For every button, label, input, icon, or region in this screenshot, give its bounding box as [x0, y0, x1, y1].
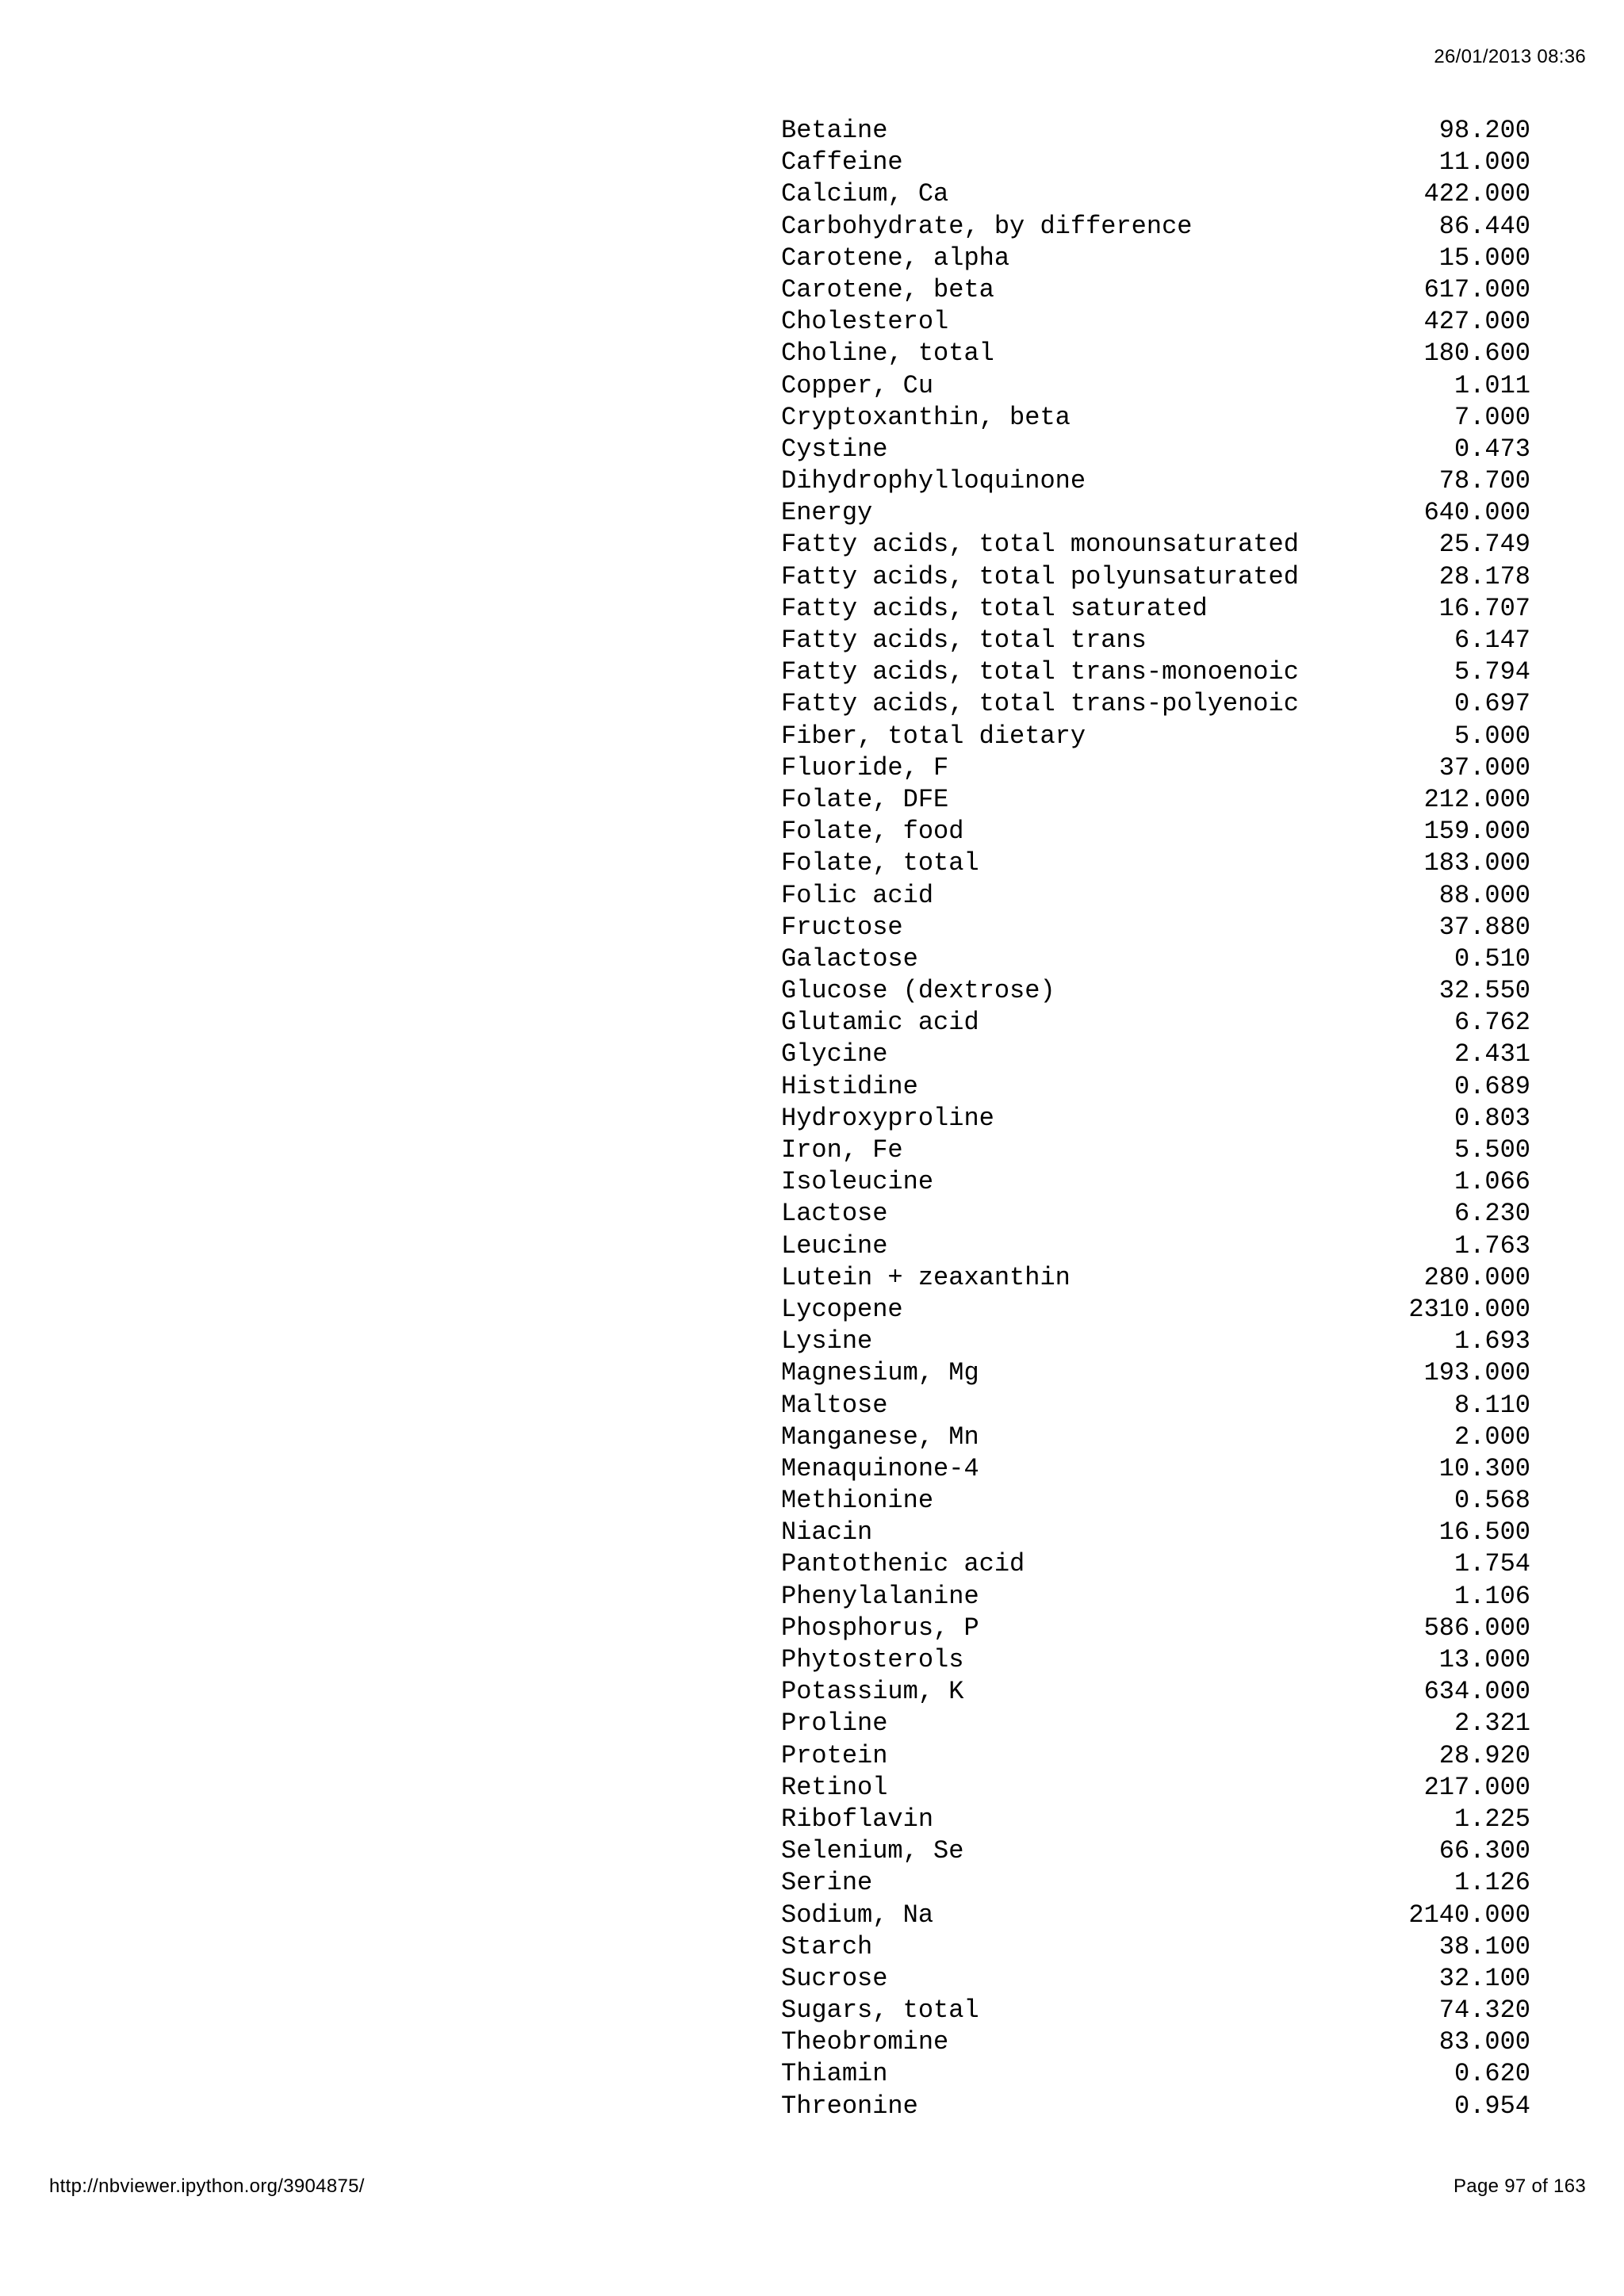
nutrient-name: Glycine: [781, 1039, 888, 1070]
table-row: [781, 1708, 1530, 1739]
table-row: [781, 1676, 1530, 1708]
nutrient-name: Fructose: [781, 912, 903, 942]
nutrient-name: Carotene, alpha: [781, 243, 1010, 273]
nutrient-name: Cystine: [781, 434, 888, 464]
table-row: [781, 1772, 1530, 1804]
nutrient-name: Magnesium, Mg: [781, 1358, 979, 1388]
nutrient-value: 88.000: [1438, 880, 1530, 910]
nutrient-value: 280.000: [1423, 1262, 1530, 1292]
table-row: [781, 912, 1530, 943]
nutrient-value: 74.320: [1438, 1996, 1530, 2026]
table-row: [781, 1390, 1530, 1422]
nutrient-name: Selenium, Se: [781, 1836, 964, 1866]
nutrient-name: Potassium, K: [781, 1677, 964, 1707]
nutrient-name: Glutamic acid: [781, 1008, 979, 1038]
table-row: [781, 2026, 1530, 2058]
table-row: [781, 1422, 1530, 1453]
table-row: [781, 1963, 1530, 1995]
nutrient-value: 1.106: [1454, 1581, 1530, 1611]
table-row: [781, 370, 1530, 402]
nutrient-name: Folate, total: [781, 848, 979, 878]
table-row: [781, 211, 1530, 243]
table-row: [781, 402, 1530, 434]
nutrient-value: 86.440: [1438, 211, 1530, 241]
nutrient-value: 427.000: [1423, 307, 1530, 337]
table-row: [781, 1931, 1530, 1963]
nutrient-name: Maltose: [781, 1390, 888, 1420]
table-row: [781, 1804, 1530, 1835]
nutrient-value: 1.225: [1454, 1804, 1530, 1834]
nutrient-name: Sodium, Na: [781, 1900, 934, 1930]
nutrient-name: Betaine: [781, 116, 888, 145]
nutrient-name: Carbohydrate, by difference: [781, 211, 1193, 241]
nutrient-value: 1.763: [1454, 1230, 1530, 1261]
nutrient-name: Phenylalanine: [781, 1581, 979, 1611]
nutrient-name: Folate, food: [781, 817, 964, 847]
nutrient-value: 1.754: [1454, 1549, 1530, 1579]
nutrient-name: Iron, Fe: [781, 1135, 903, 1165]
table-row: [781, 1103, 1530, 1135]
nutrient-name: Glucose (dextrose): [781, 976, 1055, 1006]
nutrient-value: 2.000: [1454, 1422, 1530, 1452]
nutrient-name: Cholesterol: [781, 307, 949, 337]
nutrient-name: Fluoride, F: [781, 752, 949, 783]
nutrient-name: Phytosterols: [781, 1645, 964, 1674]
nutrient-name: Methionine: [781, 1486, 934, 1516]
table-row: [781, 721, 1530, 752]
nutrient-name: Threonine: [781, 2091, 918, 2121]
nutrient-value: 1.066: [1454, 1167, 1530, 1197]
nutrient-name: Fatty acids, total trans-polyenoic: [781, 689, 1299, 719]
nutrient-value: 193.000: [1423, 1358, 1530, 1388]
nutrient-value: 0.954: [1454, 2091, 1530, 2121]
table-row: [781, 1230, 1530, 1262]
nutrient-name: Galactose: [781, 943, 918, 974]
nutrient-value: 5.794: [1454, 657, 1530, 687]
table-row: [781, 943, 1530, 975]
table-row: [781, 975, 1530, 1007]
table-row: [781, 1581, 1530, 1613]
nutrient-name: Niacin: [781, 1517, 873, 1548]
table-row: [781, 2091, 1530, 2122]
nutrient-name: Choline, total: [781, 339, 994, 369]
nutrient-value: 83.000: [1438, 2027, 1530, 2057]
nutrient-name: Copper, Cu: [781, 370, 934, 400]
nutrient-name: Leucine: [781, 1230, 888, 1261]
table-row: [781, 115, 1530, 147]
nutrient-name: Fatty acids, total trans: [781, 626, 1147, 655]
nutrient-value: 98.200: [1438, 116, 1530, 145]
nutrient-value: 7.000: [1454, 402, 1530, 432]
nutrient-name: Calcium, Ca: [781, 179, 949, 209]
table-row: [781, 593, 1530, 625]
print-timestamp: 26/01/2013 08:36: [1434, 46, 1586, 67]
table-row: [781, 1548, 1530, 1580]
nutrient-value: 0.689: [1454, 1071, 1530, 1101]
nutrient-value: 0.568: [1454, 1486, 1530, 1516]
nutrient-value: 15.000: [1438, 243, 1530, 273]
table-row: [781, 497, 1530, 529]
table-row: [781, 1262, 1530, 1294]
nutrient-value: 1.126: [1454, 1868, 1530, 1898]
table-row: [781, 784, 1530, 816]
nutrient-value: 1.693: [1454, 1326, 1530, 1357]
table-row: [781, 1995, 1530, 2026]
table-row: [781, 1835, 1530, 1867]
table-row: [781, 1294, 1530, 1326]
nutrient-value: 13.000: [1438, 1645, 1530, 1674]
nutrient-name: Manganese, Mn: [781, 1422, 979, 1452]
nutrient-value: 5.500: [1454, 1135, 1530, 1165]
table-row: [781, 1007, 1530, 1039]
table-row: [781, 752, 1530, 784]
nutrient-name: Sugars, total: [781, 1996, 979, 2026]
nutrient-value: 1.011: [1454, 370, 1530, 400]
nutrient-name: Lysine: [781, 1326, 873, 1357]
table-row: [781, 465, 1530, 497]
nutrient-value: 11.000: [1438, 147, 1530, 178]
table-row: [781, 1644, 1530, 1676]
nutrient-name: Folic acid: [781, 880, 934, 910]
nutrient-value: 586.000: [1423, 1613, 1530, 1643]
nutrient-name: Isoleucine: [781, 1167, 934, 1197]
table-row: [781, 561, 1530, 593]
table-row: [781, 434, 1530, 465]
nutrient-name: Lactose: [781, 1199, 888, 1229]
nutrient-name: Fatty acids, total saturated: [781, 593, 1208, 623]
nutrient-value: 183.000: [1423, 848, 1530, 878]
nutrient-name: Serine: [781, 1868, 873, 1898]
table-row: [781, 625, 1530, 656]
nutrient-name: Starch: [781, 1931, 873, 1961]
nutrient-value: 0.510: [1454, 943, 1530, 974]
nutrient-value: 16.707: [1438, 593, 1530, 623]
nutrient-value: 634.000: [1423, 1677, 1530, 1707]
table-row: [781, 306, 1530, 338]
nutrient-name: Theobromine: [781, 2027, 949, 2057]
nutrient-name: Carotene, beta: [781, 274, 994, 304]
table-row: [781, 1485, 1530, 1517]
nutrient-name: Sucrose: [781, 1963, 888, 1993]
nutrient-value: 6.230: [1454, 1199, 1530, 1229]
table-row: [781, 1135, 1530, 1166]
nutrient-value: 2.321: [1454, 1709, 1530, 1739]
nutrient-value: 32.100: [1438, 1963, 1530, 1993]
table-row: [781, 338, 1530, 369]
nutrient-name: Pantothenic acid: [781, 1549, 1025, 1579]
table-row: [781, 1517, 1530, 1548]
table-row: [781, 1453, 1530, 1485]
table-row: [781, 1039, 1530, 1070]
table-row: [781, 816, 1530, 848]
nutrient-value: 66.300: [1438, 1836, 1530, 1866]
nutrient-name: Fiber, total dietary: [781, 721, 1086, 751]
nutrient-name: Folate, DFE: [781, 784, 949, 814]
nutrient-value: 5.000: [1454, 721, 1530, 751]
table-row: [781, 1740, 1530, 1772]
page-number: Page 97 of 163: [1453, 2175, 1586, 2197]
nutrient-name: Fatty acids, total monounsaturated: [781, 530, 1299, 560]
table-row: [781, 1900, 1530, 1931]
table-row: [781, 688, 1530, 720]
nutrient-value: 422.000: [1423, 179, 1530, 209]
nutrient-value: 37.000: [1438, 752, 1530, 783]
nutrient-value: 6.147: [1454, 626, 1530, 655]
nutrient-name: Protein: [781, 1740, 888, 1770]
nutrient-table: [781, 115, 1530, 2122]
nutrient-value: 0.620: [1454, 2059, 1530, 2089]
table-row: [781, 243, 1530, 274]
table-row: [781, 1071, 1530, 1103]
nutrient-value: 10.300: [1438, 1453, 1530, 1483]
nutrient-value: 159.000: [1423, 817, 1530, 847]
nutrient-value: 37.880: [1438, 912, 1530, 942]
nutrient-value: 78.700: [1438, 466, 1530, 496]
table-row: [781, 178, 1530, 210]
table-row: [781, 880, 1530, 912]
nutrient-value: 617.000: [1423, 274, 1530, 304]
table-row: [781, 274, 1530, 306]
nutrient-value: 640.000: [1423, 498, 1530, 528]
nutrient-name: Energy: [781, 498, 873, 528]
table-row: [781, 1357, 1530, 1389]
nutrient-value: 38.100: [1438, 1931, 1530, 1961]
table-row: [781, 529, 1530, 561]
nutrient-name: Lutein + zeaxanthin: [781, 1262, 1071, 1292]
nutrient-value: 0.473: [1454, 434, 1530, 464]
nutrient-value: 6.762: [1454, 1008, 1530, 1038]
nutrient-value: 180.600: [1423, 339, 1530, 369]
nutrient-value: 8.110: [1454, 1390, 1530, 1420]
table-row: [781, 1198, 1530, 1230]
nutrient-name: Dihydrophylloquinone: [781, 466, 1086, 496]
nutrient-name: Menaquinone-4: [781, 1453, 979, 1483]
nutrient-value: 25.749: [1438, 530, 1530, 560]
nutrient-name: Retinol: [781, 1772, 888, 1802]
table-row: [781, 2058, 1530, 2090]
table-row: [781, 1867, 1530, 1899]
footer-url: http://nbviewer.ipython.org/3904875/: [49, 2175, 365, 2197]
nutrient-value: 0.803: [1454, 1103, 1530, 1133]
nutrient-name: Thiamin: [781, 2059, 888, 2089]
nutrient-name: Histidine: [781, 1071, 918, 1101]
nutrient-value: 16.500: [1438, 1517, 1530, 1548]
nutrient-name: Fatty acids, total polyunsaturated: [781, 561, 1299, 591]
nutrient-value: 28.178: [1438, 561, 1530, 591]
nutrient-value: 32.550: [1438, 976, 1530, 1006]
nutrient-value: 212.000: [1423, 784, 1530, 814]
nutrient-name: Riboflavin: [781, 1804, 934, 1834]
nutrient-name: Lycopene: [781, 1294, 903, 1324]
nutrient-name: Caffeine: [781, 147, 903, 178]
nutrient-value: 217.000: [1423, 1772, 1530, 1802]
table-row: [781, 656, 1530, 688]
nutrient-value: 0.697: [1454, 689, 1530, 719]
nutrient-name: Phosphorus, P: [781, 1613, 979, 1643]
table-row: [781, 1166, 1530, 1198]
nutrient-value: 28.920: [1438, 1740, 1530, 1770]
nutrient-name: Proline: [781, 1709, 888, 1739]
nutrient-name: Hydroxyproline: [781, 1103, 994, 1133]
nutrient-name: Fatty acids, total trans-monoenoic: [781, 657, 1299, 687]
table-row: [781, 1613, 1530, 1644]
table-row: [781, 1326, 1530, 1357]
table-row: [781, 147, 1530, 178]
nutrient-value: 2310.000: [1408, 1294, 1530, 1324]
nutrient-name: Cryptoxanthin, beta: [781, 402, 1071, 432]
nutrient-value: 2.431: [1454, 1039, 1530, 1070]
table-row: [781, 848, 1530, 879]
nutrient-value: 2140.000: [1408, 1900, 1530, 1930]
